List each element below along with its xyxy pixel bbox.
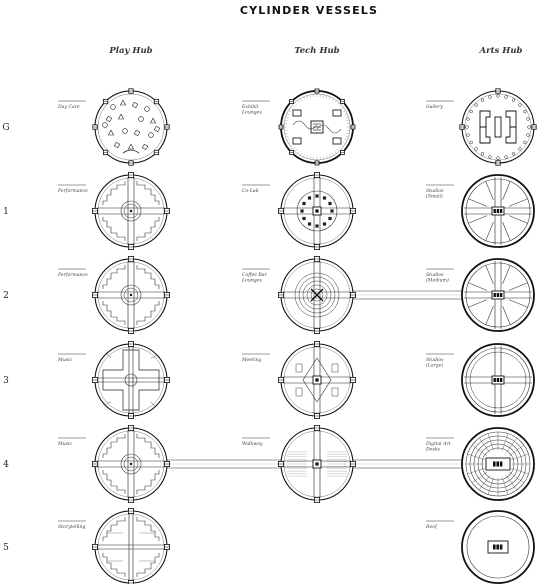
level-label: 1 bbox=[3, 207, 9, 217]
space-label: Studios bbox=[426, 358, 444, 363]
space-label: Gallery bbox=[426, 105, 443, 110]
hub-header-arts-hub: Arts Hub bbox=[479, 46, 523, 56]
diagram-title: CYLINDER VESSELS bbox=[239, 4, 379, 17]
space-label: Performance bbox=[58, 273, 88, 278]
floor-plan-studio-ring bbox=[462, 175, 534, 247]
level-label: G bbox=[2, 123, 10, 133]
level-label: 3 bbox=[3, 376, 9, 386]
space-label: Exhibit bbox=[242, 105, 259, 110]
space-label: Roof bbox=[426, 525, 437, 530]
level-label: 2 bbox=[3, 291, 9, 301]
floor-plan-playful bbox=[93, 89, 169, 165]
space-label: Music bbox=[58, 442, 73, 447]
floor-plan-studio-ring bbox=[462, 259, 534, 331]
floor-plan-studio-large bbox=[462, 344, 534, 416]
floor-plan-digital-desks bbox=[462, 428, 534, 500]
space-label: Day Care bbox=[58, 105, 80, 110]
space-label: Storytelling bbox=[58, 525, 86, 530]
space-label: Lounges bbox=[242, 278, 262, 284]
level-label: 4 bbox=[3, 460, 9, 470]
space-label: Digital Art bbox=[426, 442, 451, 447]
hub-header-tech-hub: Tech Hub bbox=[294, 46, 340, 56]
space-label: Studios bbox=[426, 189, 444, 194]
hub-header-play-hub: Play Hub bbox=[109, 46, 153, 56]
space-label: Desks bbox=[426, 447, 440, 453]
floor-plan-plaza bbox=[279, 89, 355, 165]
space-label: Music bbox=[58, 358, 73, 363]
level-label: 5 bbox=[3, 543, 9, 553]
space-label: (Medium) bbox=[426, 278, 449, 284]
space-label: Studios bbox=[426, 273, 444, 278]
space-label: Coffee Bar bbox=[242, 273, 267, 278]
space-label: Meeting bbox=[242, 358, 262, 363]
space-label: Walkway bbox=[242, 442, 263, 447]
floor-plan-roof bbox=[462, 511, 534, 583]
space-label: (Large) bbox=[426, 363, 444, 369]
space-label: Lounges bbox=[242, 110, 262, 116]
space-label: (Small) bbox=[426, 194, 443, 200]
space-label: Co-Lab bbox=[242, 189, 259, 194]
space-label: Performance bbox=[58, 189, 88, 194]
